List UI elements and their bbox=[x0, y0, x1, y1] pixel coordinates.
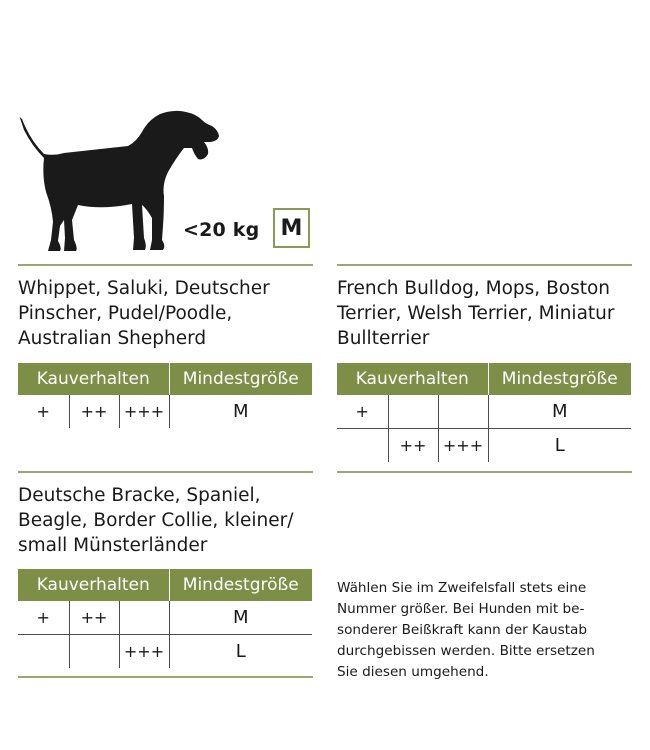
table-cell: ++ bbox=[69, 601, 119, 635]
weight-label: <20 kg bbox=[183, 219, 260, 241]
table-cell: + bbox=[18, 395, 69, 428]
breed-line: Bullterrier bbox=[337, 328, 430, 349]
advice-note bbox=[337, 578, 617, 683]
breed-line: small Münsterländer bbox=[18, 535, 208, 556]
size-badge: M bbox=[273, 208, 310, 248]
breed-line: Terrier, Welsh Terrier, Miniatur bbox=[337, 303, 615, 324]
breed-line: Whippet, Saluki, Deutscher bbox=[18, 278, 270, 299]
note-line: Wählen Sie im Zweifelsfall stets eine bbox=[337, 580, 587, 596]
breed-list bbox=[18, 483, 293, 558]
divider bbox=[18, 264, 313, 266]
table-cell: L bbox=[554, 435, 565, 456]
table-cell: ++ bbox=[69, 395, 119, 428]
breed-line: Beagle, Border Collie, kleiner/ bbox=[18, 510, 294, 531]
table-cell bbox=[438, 395, 488, 429]
note-line: Sie diesen umgehend. bbox=[337, 664, 489, 680]
breed-list bbox=[337, 276, 615, 351]
note-line: sonderer Beißkraft kann der Kaustab bbox=[337, 622, 587, 638]
breed-line: French Bulldog, Mops, Boston bbox=[337, 278, 611, 299]
breed-line: Deutsche Bracke, Spaniel, bbox=[18, 485, 261, 506]
note-line: durchgebissen werden. Bitte ersetzen bbox=[337, 643, 595, 659]
divider bbox=[18, 471, 313, 473]
note-line: Nummer größer. Bei Hunden mit be- bbox=[337, 601, 585, 617]
divider bbox=[18, 676, 313, 678]
table-row bbox=[18, 601, 312, 635]
header-mindestgroesse: Mindestgröße bbox=[488, 363, 631, 395]
breed-line: Australian Shepherd bbox=[18, 328, 207, 349]
table-cell: + bbox=[18, 601, 69, 635]
chewing-table bbox=[18, 363, 312, 428]
breed-list bbox=[18, 276, 270, 351]
breed-line: Pinscher, Pudel/Poodle, bbox=[18, 303, 233, 324]
table-row bbox=[337, 429, 631, 463]
table-cell: M bbox=[232, 401, 249, 422]
divider bbox=[337, 471, 632, 473]
table-cell bbox=[388, 395, 438, 429]
header-mindestgroesse: Mindestgröße bbox=[169, 363, 312, 395]
table-cell: ++ bbox=[388, 429, 438, 463]
header-kauverhalten: Kauverhalten bbox=[18, 569, 169, 601]
table-row bbox=[18, 395, 312, 428]
table-cell bbox=[69, 635, 119, 669]
header-kauverhalten: Kauverhalten bbox=[18, 363, 169, 395]
table-cell bbox=[337, 429, 388, 463]
table-cell bbox=[119, 601, 169, 635]
table-cell: + bbox=[337, 395, 388, 429]
table-cell: +++ bbox=[119, 395, 169, 428]
header-kauverhalten: Kauverhalten bbox=[337, 363, 488, 395]
table-row bbox=[18, 635, 312, 669]
table-cell: +++ bbox=[119, 635, 169, 669]
table-cell: M bbox=[488, 395, 631, 429]
header-mindestgroesse: Mindestgröße bbox=[169, 569, 312, 601]
divider bbox=[337, 264, 632, 266]
chewing-table bbox=[337, 363, 631, 462]
table-cell bbox=[18, 635, 69, 669]
chewing-table bbox=[18, 569, 312, 668]
table-cell: L bbox=[235, 641, 246, 662]
table-row bbox=[337, 395, 631, 429]
table-cell: +++ bbox=[438, 429, 488, 463]
table-cell: M bbox=[169, 601, 312, 635]
